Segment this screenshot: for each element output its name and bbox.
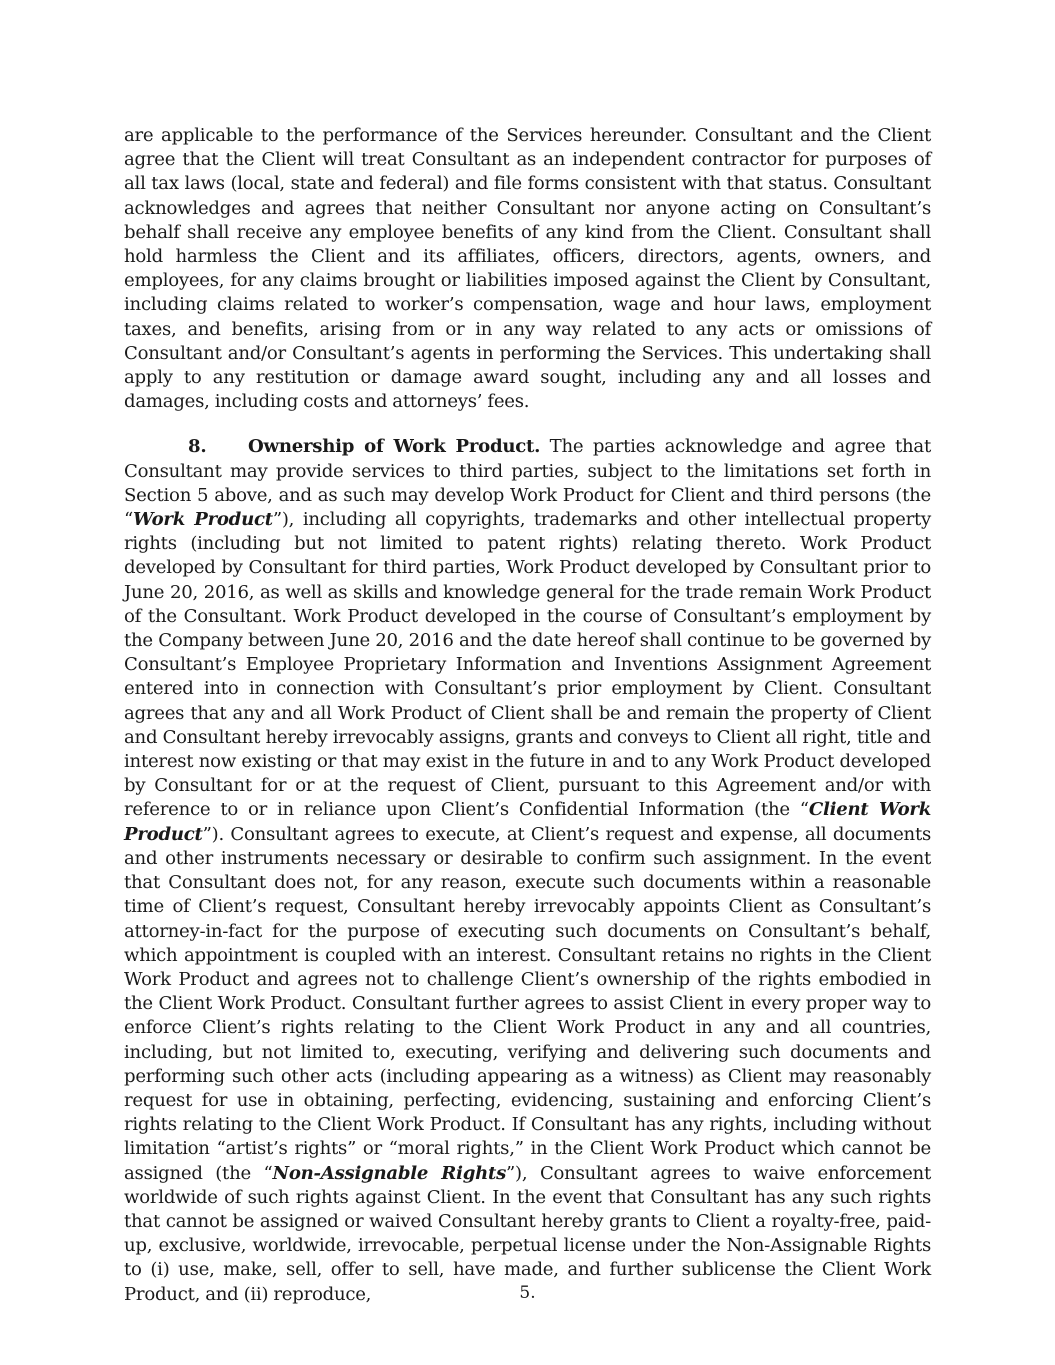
defined-term-work-product: Work Product (133, 509, 273, 531)
section-text: ”), Consultant agrees to waive enforcement worldwide of such rights against Client. In the event that Consultant has any such rights that cannot be assigned or waived Consultant hereby grants to Client a royalty-free, paid-up, exclusive, worldwide, irrevocable, perpetual license under the Non-Assignable Rights to (i) use, make, sell, offer to sell, have made, and further sublicense the Client Work Product, and (ii) reproduce, (124, 1162, 931, 1305)
defined-term-non-assignable-rights: Non-Assignable Rights (272, 1162, 507, 1184)
section-number: 8. (188, 436, 207, 458)
page-number: 5. (519, 1283, 536, 1303)
section-text: ”), including all copyrights, trademarks and other intellectual property rights (including but not limited to patent rights) relating thereto. Work Product developed by Consultant for third parties, Work Product developed by Consultant prior to June 20, 2016, as well as skills and knowledge general for the trade remain Work Product of the Consultant. Work Product developed in the course of Consultant’s employment by the Company between June 20, 2016 and the date hereof shall continue to be governed by Consultant’s Employee Proprietary Information and Inventions Assignment Agreement entered into in connection with Consultant’s prior employment by Client. Consultant agrees that any and all Work Product of Client shall be and remain the property of Client and Consultant hereby irrevocably assigns, grants and conveys to Client all right, title and interest now existing or that may exist in the future in and to any Work Product developed by Consultant for or at the request of Client, pursuant to this Agreement and/or with reference to or in reliance upon Client’s Confidential Information (the “ (124, 509, 931, 821)
section-text: The parties acknowledge and agree that Consultant may provide services to third parties, subject to the limitations set forth in Section 5 above, and as such may develop Work Product for Client and third persons (the “ (124, 436, 931, 531)
document-page (124, 124, 931, 1307)
defined-term-client-work-product: Client Work Product (124, 799, 931, 845)
section-title: Ownership of Work Product. (248, 436, 541, 458)
section-8-paragraph (124, 435, 931, 1306)
paragraph-continuation: are applicable to the performance of the Services hereunder. Consultant and the Client agree that the Client will treat Consultant as an independent contractor for purposes of all tax laws (local, state and federal) and file forms consistent with that status. Consultant acknowledges and agrees that neither Consultant nor anyone acting on Consultant’s behalf shall receive any employee benefits of any kind from the Client. Consultant shall hold harmless the Client and its affiliates, officers, directors, agents, owners, and employees, for any claims brought or liabilities imposed against the Client by Consultant, including claims related to worker’s compensation, wage and hour laws, employment taxes, and benefits, arising from or in any way related to any acts or omissions of Consultant and/or Consultant’s agents in performing the Services. This undertaking shall apply to any restitution or damage award sought, including any and all losses and damages, including costs and attorneys’ fees. (124, 125, 931, 413)
section-text: ”). Consultant agrees to execute, at Client’s request and expense, all documents and other instruments necessary or desirable to confirm such assignment. In the event that Consultant does not, for any reason, execute such documents within a reasonable time of Client’s request, Consultant hereby irrevocably appoints Client as Consultant’s attorney-in-fact for the purpose of executing such documents on Consultant’s behalf, which appointment is coupled with an interest. Consultant retains no rights in the Client Work Product and agrees not to challenge Client’s ownership of the rights embodied in the Client Work Product. Consultant further agrees to assist Client in every proper way to enforce Client’s rights relating to the Client Work Product in any and all countries, including, but not limited to, executing, verifying and delivering such documents and performing such other acts (including appearing as a witness) as Client may reasonably request for use in obtaining, perfecting, evidencing, sustaining and enforcing Client’s rights relating to the Client Work Product. If Consultant has any rights, including without limitation “artist’s rights” or “moral rights,” in the Client Work Product which cannot be assigned (the “ (124, 823, 931, 1184)
